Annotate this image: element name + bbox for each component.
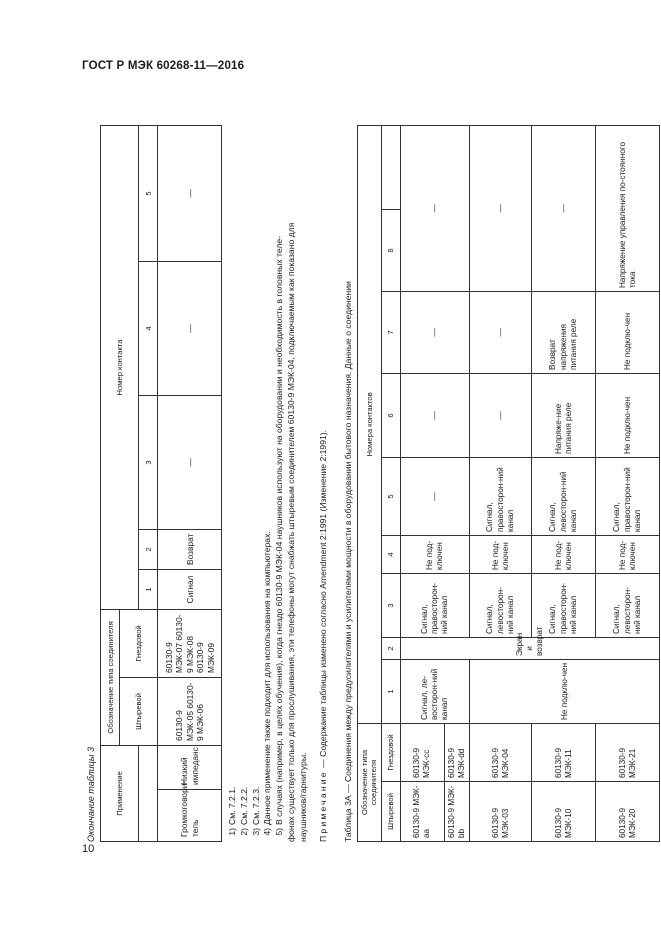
document-header: ГОСТ Р МЭК 60268-11—2016 (82, 60, 245, 72)
footnotes (227, 102, 308, 842)
table-continuation-label: Окончание таблицы 3 (86, 747, 96, 842)
cell-3a-c2-merged: Экран и возврат (400, 637, 660, 659)
footnote-4: 4)Данное применение также подходит для использования на компьютерах. (262, 531, 273, 836)
col-socket: Гнездовой (120, 609, 158, 677)
col-designation: Обозначение типа соединителя (101, 609, 120, 745)
contact3a-num-7: 7 (381, 291, 400, 373)
table-note (318, 102, 329, 842)
col-contact-number: Номер контакта (101, 125, 139, 609)
cell-contact-5: — (158, 125, 222, 261)
contact3a-num-4: 4 (381, 535, 400, 573)
row-3a-4-c6: Напряже-ние питания реле (532, 373, 596, 457)
contact-num-2: 2 (139, 529, 158, 569)
row-3a-3-c4: Не под-ключен (470, 535, 532, 573)
contact3a-num-5: 5 (381, 457, 400, 535)
row-3a-4-c5: Сигнал, левосторон-ний канал (532, 457, 596, 535)
row-3a-3-plug: 60130-9 МЭК-03 (470, 782, 532, 842)
col-3a-designation: Обозначение типа соединителя (357, 723, 381, 841)
col-application-blank (139, 745, 158, 841)
col-3a-contacts: Номера контактов (357, 125, 381, 723)
note-text: — Содержание таблицы изменено согласно Amendment 2:1991 (Изменение 2:1991). (318, 429, 329, 768)
row-3a-1-c1: Сигнал, ле-восторон-ний канал (400, 659, 470, 723)
table-3a-caption: Таблица 3А — Соединения между предусилителями и усилителями мощности в оборудовании бытового назначения. Данные о соединении (343, 281, 354, 842)
cell-socket-types: 60130-9 МЭК-07 60130-9 МЭК-08 60130-9 МЭК-09 (158, 609, 222, 677)
row-3a-4-c3: Сигнал, правосторон-ний канал (532, 573, 596, 637)
footnote-3: 3)См. 7.2.3. (250, 786, 261, 836)
row-3a-3-c5: Сигнал, правосторон-ний канал (470, 457, 532, 535)
contact-num-1: 1 (139, 569, 158, 609)
contact3a-num-1: 1 (381, 659, 400, 723)
row-3a-5-plug: 60130-9 МЭК-20 (596, 782, 660, 842)
footnote-5: 5)В случаях (например, в целях обучения), когда гнездо 60130-9 МЭК-04 наушников используют на оборудовании и необходимость в головных теле- (274, 236, 285, 836)
col-3a-plug: Штыревой (381, 782, 400, 842)
row-3a-1-c8: — (400, 125, 470, 291)
cell-contact-1: Сигнал (158, 569, 222, 609)
row-3a-5-socket: 60130-9 МЭК-21 (596, 723, 660, 781)
row-3a-5-c5: Сигнал, правосторон-ний канал (596, 457, 660, 535)
row-3a-3-c7: — (470, 291, 532, 373)
row-3a-2-socket: 60130-9 МЭК-dd (444, 723, 470, 781)
contact3a-blank (381, 125, 400, 209)
contact-num-3: 3 (139, 395, 158, 529)
row-3a-4-c7: Возврат напряжения питания реле (532, 291, 596, 373)
row-3a-3-c6: — (470, 373, 532, 457)
row-3a-1-c7: — (400, 291, 470, 373)
cell-contact-3: — (158, 395, 222, 529)
footnote-2: 2)См. 7.2.2. (238, 786, 249, 836)
row-3a-5-c7: Не подклю-чен (596, 291, 660, 373)
row-3a-1-c6: — (400, 373, 470, 457)
row-3a-1-c5: — (400, 457, 470, 535)
table-3a (357, 125, 660, 842)
row-3a-4-c4: Не под-ключен (532, 535, 596, 573)
contact3a-num-3: 3 (381, 573, 400, 637)
cell-contact-4: — (158, 261, 222, 395)
row-3a-1-socket: 60130-9 МЭК-сс (400, 723, 444, 781)
cell-impedance: Низкий импеданс (158, 745, 222, 789)
contact-num-4: 4 (139, 261, 158, 395)
row-3a-4-socket: 60130-9 МЭК-11 (532, 723, 596, 781)
cell-3a-c1-merged: Не подклю-чен (470, 659, 660, 723)
footnote-5-line3: наушников/гарнитуры. (297, 752, 308, 842)
row-3a-3-socket: 60130-9 МЭК-04 (470, 723, 532, 781)
contact3a-num-8: 8 (381, 209, 400, 291)
row-3a-1-c4: Не под-ключен (400, 535, 470, 573)
col-3a-socket: Гнездовой (381, 723, 400, 781)
row-3a-5-c8: Напряжение управления по-стоянного тока (596, 125, 660, 291)
note-label: Примечание (318, 770, 329, 842)
row-3a-2-plug: 60130-9 МЭК-bb (444, 782, 470, 842)
page-number: 10 (82, 843, 95, 855)
row-3a-4-c8: — (532, 125, 596, 291)
row-3a-5-c4: Не под-ключен (596, 535, 660, 573)
rotated-content (86, 102, 642, 842)
row-3a-3-c8: — (470, 125, 532, 291)
row-3a-5-c3: Сигнал, левосторон-ний канал (596, 573, 660, 637)
cell-application: Громкоговори-тель (158, 790, 222, 842)
col-application: Применение (101, 745, 139, 841)
cell-contact-2: Возврат (158, 529, 222, 569)
row-3a-5-c6: Не подклю-чен (596, 373, 660, 457)
footnote-5-line2: фонах существует только для прослушивания, эти телефоны могут снабжать штыревым соединителем 60130-9 МЭК-04, подключаемым как показано для (285, 222, 296, 842)
contact-num-5: 5 (139, 125, 158, 261)
row-3a-1-plug: 60130-9 МЭК-аа (400, 782, 444, 842)
row-3a-3-c3: Сигнал, левосторон-ний канал (470, 573, 532, 637)
row-3a-4-plug: 60130-9 МЭК-10 (532, 782, 596, 842)
row-3a-1-c3: Сигнал, правосторон-ний канал (400, 573, 470, 637)
table-3 (100, 125, 222, 842)
cell-plug-types: 60130-9 МЭК-05 60130-9 МЭК-06 (158, 677, 222, 745)
contact3a-num-6: 6 (381, 373, 400, 457)
col-plug: Штыревой (120, 677, 158, 745)
footnote-1: 1)См. 7.2.1. (227, 786, 238, 836)
contact3a-num-2: 2 (381, 637, 400, 659)
